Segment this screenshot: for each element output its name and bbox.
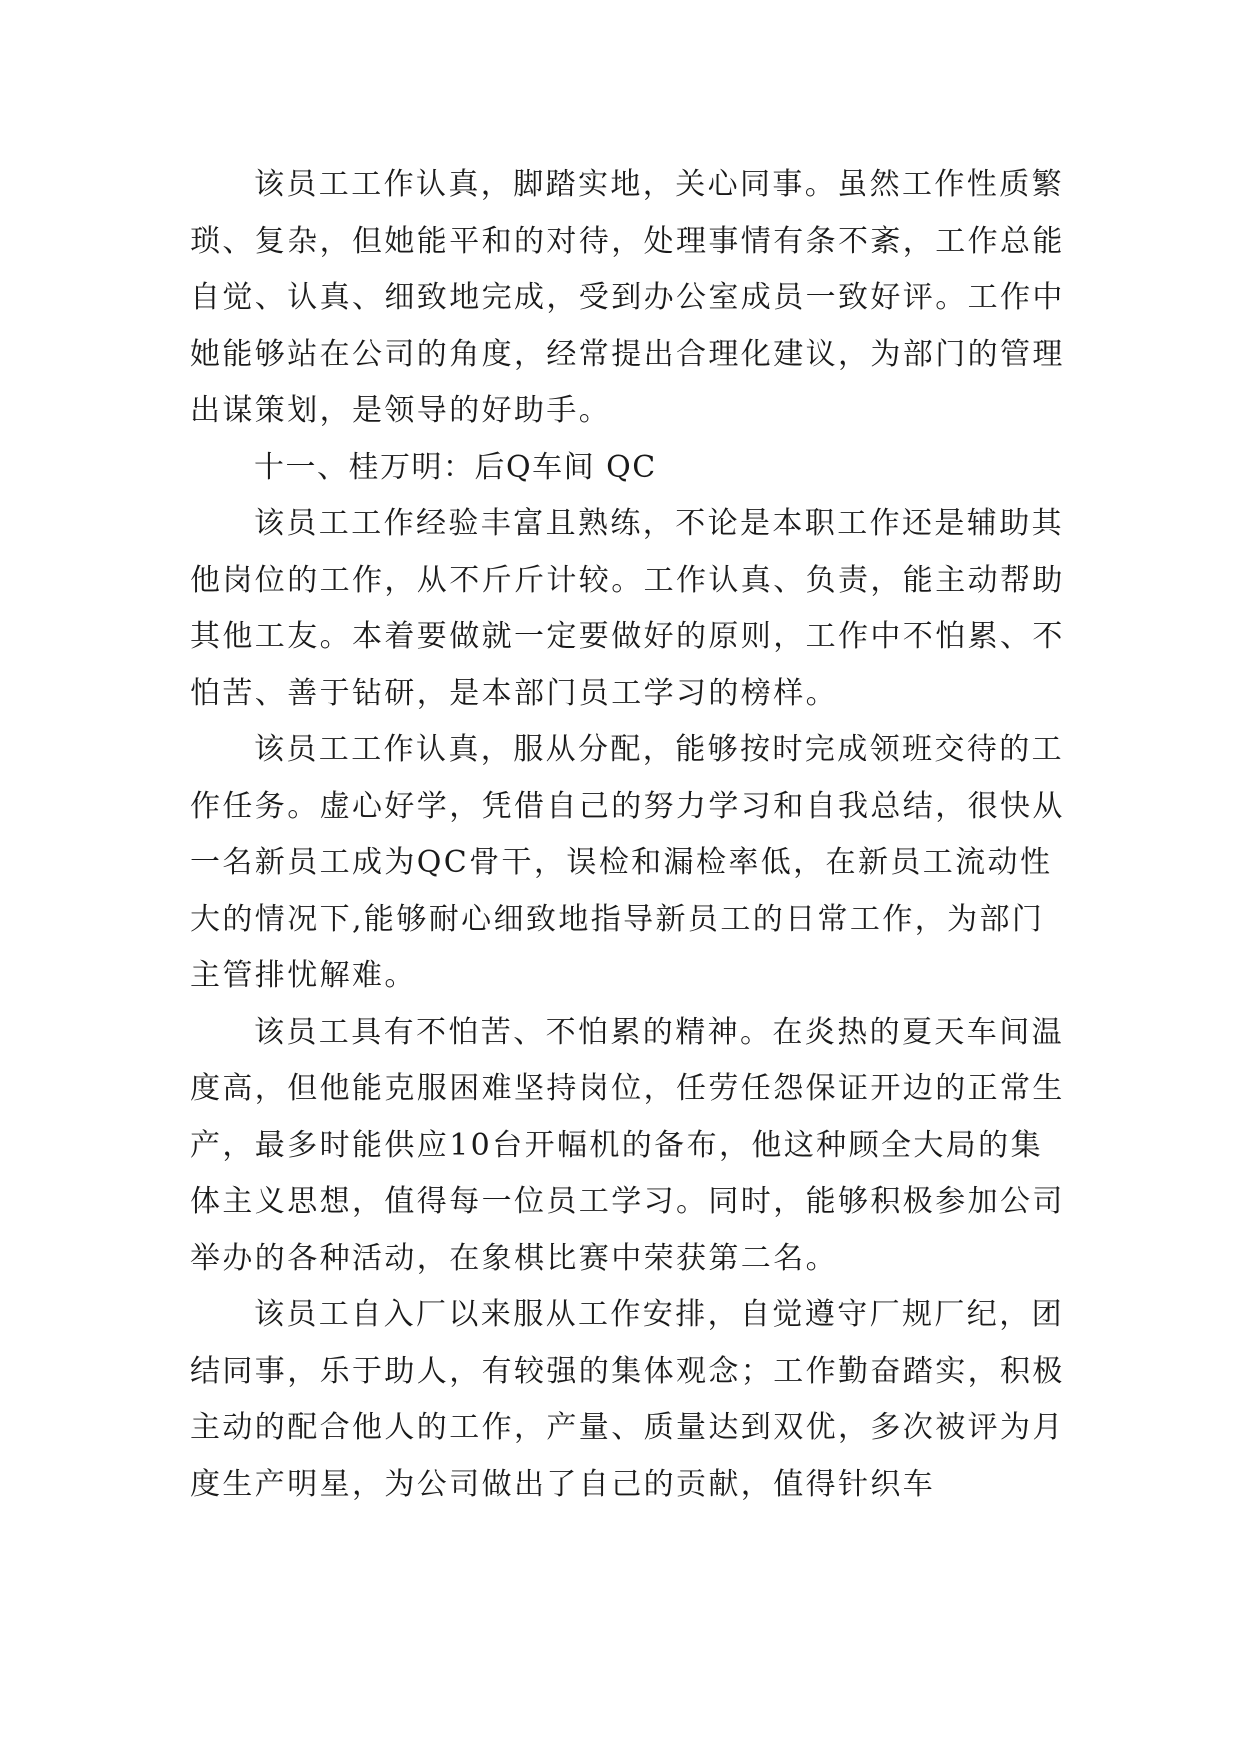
paragraph-production-star-review: 该员工自入厂以来服从工作安排，自觉遵守厂规厂纪，团结同事，乐于助人，有较强的集体观念；工作勤奋踏实，积极主动的配合他人的工作，产量、质量达到双优，多次被评为月度生产明星，为公司做出了自己的贡献，值得针织车 [190,1297,1065,1502]
section-heading-gui-wanming: 十一、桂万明：后Q车间 QC [254,449,657,485]
paragraph-experienced-worker-review: 该员工工作经验丰富且熟练，不论是本职工作还是辅助其他岗位的工作，从不斤斤计较。工作认真、负责，能主动帮助其他工友。本着要做就一定要做好的原则，工作中不怕累、不怕苦、善于钻研，是本部门员工学习的榜样。 [190,506,1065,711]
paragraph-office-staff-review: 该员工工作认真，脚踏实地，关心同事。虽然工作性质繁琐、复杂，但她能平和的对待，处理事情有条不紊，工作总能自觉、认真、细致地完成，受到办公室成员一致好评。工作中她能够站在公司的角度，经常提出合理化建议，为部门的管理出谋策划，是领导的好助手。 [190,167,1065,428]
paragraph-hardworking-spirit-review: 该员工具有不怕苦、不怕累的精神。在炎热的夏天车间温度高，但他能克服困难坚持岗位，任劳任怨保证开边的正常生产，最多时能供应10台开幅机的备布，他这种顾全大局的集体主义思想，值得每一位员工学习。同时，能够积极参加公司举办的各种活动，在象棋比赛中荣获第二名。 [190,1014,1065,1276]
document-body [190,157,1070,1513]
paragraph-qc-backbone-review: 该员工工作认真，服从分配，能够按时完成领班交待的工作任务。虚心好学，凭借自己的努力学习和自我总结，很快从一名新员工成为QC骨干，误检和漏检率低，在新员工流动性大的情况下,能够耐心细致地指导新员工的日常工作，为部门主管排忧解难。 [190,732,1065,993]
